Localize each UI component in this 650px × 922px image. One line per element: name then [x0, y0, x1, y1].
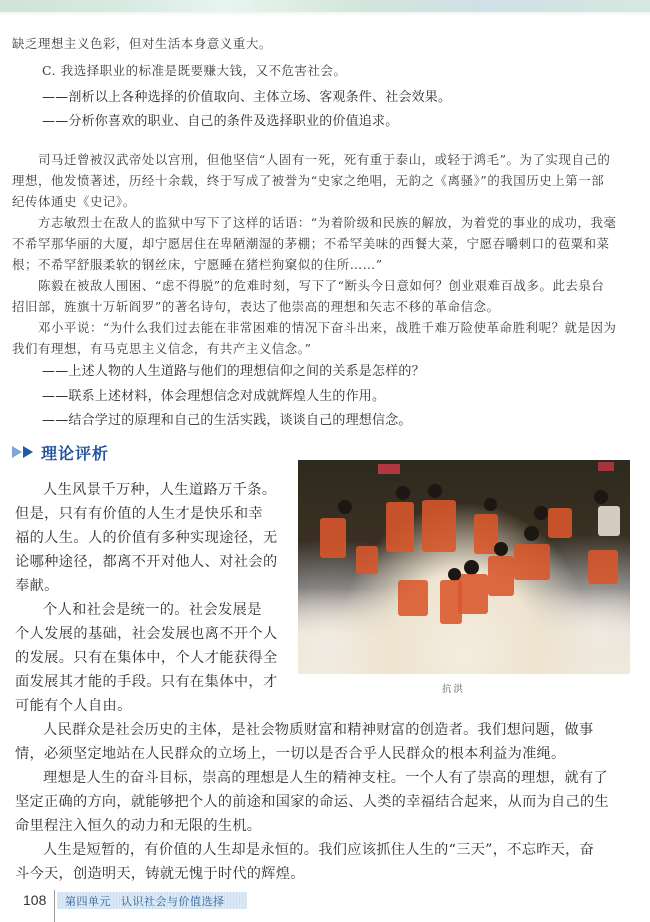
unit-title: 认识社会与价值选择 — [121, 894, 225, 908]
page-number: 108 — [23, 892, 47, 908]
task-line: ——剖析以上各种选择的价值取向、主体立场、客观条件、社会效果。 — [42, 90, 452, 105]
body-line: 命里程注入恒久的动力和无限的生机。 — [15, 818, 262, 834]
footer-divider — [54, 890, 55, 922]
reading-line: 方志敏烈士在敌人的监狱中写下了这样的话语：“为着阶级和民族的解放，为着党的事业的成功，我毫 — [38, 215, 617, 230]
body-line: 人民群众是社会历史的主体，是社会物质财富和精神财富的创造者。我们想问题，做事 — [43, 722, 594, 738]
reading-line: 纪传体通史《史记》。 — [12, 194, 136, 209]
section-heading-theory — [12, 441, 109, 463]
section-title: 理论评析 — [41, 443, 110, 463]
question-line: ——结合学过的原理和自己的生活实践，谈谈自己的理想信念。 — [42, 413, 412, 428]
body-line: 理想是人生的奋斗目标，崇高的理想是人生的精神支柱。一个人有了崇高的理想，就有了 — [43, 770, 609, 786]
body-line: 面发展其才能的手段。只有在集体中，才 — [15, 674, 278, 690]
page-footer — [0, 884, 650, 922]
reading-line: 司马迁曾被汉武帝处以宫刑，但他坚信“人固有一死，死有重于泰山，或轻于鸿毛”。为了实现自己的 — [38, 152, 611, 167]
top-decorative-band — [0, 0, 650, 12]
reading-line: 我们有理想，有马克思主义信念，有共产主义信念。” — [12, 341, 312, 356]
question-line: ——联系上述材料，体会理想信念对成就辉煌人生的作用。 — [42, 389, 386, 404]
body-line: 斗今天，创造明天，铸就无愧于时代的辉煌。 — [15, 866, 305, 882]
continued-text-line: 缺乏理想主义色彩，但对生活本身意义重大。 — [12, 36, 272, 51]
task-line: ——分析你喜欢的职业、自己的条件及选择职业的价值追求。 — [42, 114, 399, 129]
body-line: 人生是短暂的，有价值的人生却是永恒的。我们应该抓住人生的“三天”，不忘昨天，奋 — [43, 842, 595, 858]
body-line: 可能有个人自由。 — [15, 698, 132, 714]
reading-line: 理想，他发愤著述，历经十余载，终于写成了被誉为“史家之绝唱，无韵之《离骚》”的我国历史上第一部 — [12, 173, 605, 188]
flood-fighting-photo — [298, 460, 630, 674]
body-line: 个人发展的基础，社会发展也离不开个人 — [15, 626, 278, 642]
reading-line: 邓小平说：“为什么我们过去能在非常困难的情况下奋斗出来，战胜千难万险使革命胜利呢？就是因为 — [38, 320, 617, 335]
unit-label: 第四单元 — [65, 894, 111, 908]
body-line: 人生风景千万种，人生道路万千条。 — [43, 482, 277, 498]
body-line: 福的人生。人的价值有多种实现途径，无 — [15, 530, 278, 546]
body-line: 坚定正确的方向，就能够把个人的前途和国家的命运、人类的幸福结合起来，从而为自己的生 — [15, 794, 609, 810]
reading-line: 陈毅在被敌人围困、“虑不得脱”的危难时刻，写下了“断头今日意如何？创业艰难百战多。此去泉台 — [38, 278, 605, 293]
body-line: 奉献。 — [15, 578, 59, 594]
reading-line: 根；不希罕舒服柔软的钢丝床，宁愿睡在猪栏狗窠似的住所……” — [12, 257, 383, 272]
body-line: 论哪种途径，都离不开对他人、对社会的 — [15, 554, 278, 570]
photo-caption: 抗洪 — [442, 684, 466, 695]
body-line: 个人和社会是统一的。社会发展是 — [43, 602, 262, 618]
reading-line: 不希罕那华丽的大厦，却宁愿居住在卑陋潮湿的茅棚；不希罕美味的西餐大菜，宁愿吞嚼刺口的苞粟和菜 — [12, 236, 610, 251]
body-line: 情，必须坚定地站在人民群众的立场上，一切以是否合乎人民群众的根本利益为准绳。 — [15, 746, 566, 762]
option-c-text: C. 我选择职业的标准是既要赚大钱，又不危害社会。 — [42, 63, 347, 78]
body-line: 但是，只有有价值的人生才是快乐和幸 — [15, 506, 263, 522]
reading-line: 招旧部，旌旗十万斩阎罗”的著名诗句，表达了他崇高的理想和矢志不移的革命信念。 — [12, 299, 500, 314]
body-line: 的发展。只有在集体中，个人才能获得全 — [15, 650, 278, 666]
unit-banner — [57, 892, 247, 909]
question-line: ——上述人物的人生道路与他们的理想信仰之间的关系是怎样的？ — [42, 364, 425, 379]
double-arrow-icon — [12, 446, 33, 458]
